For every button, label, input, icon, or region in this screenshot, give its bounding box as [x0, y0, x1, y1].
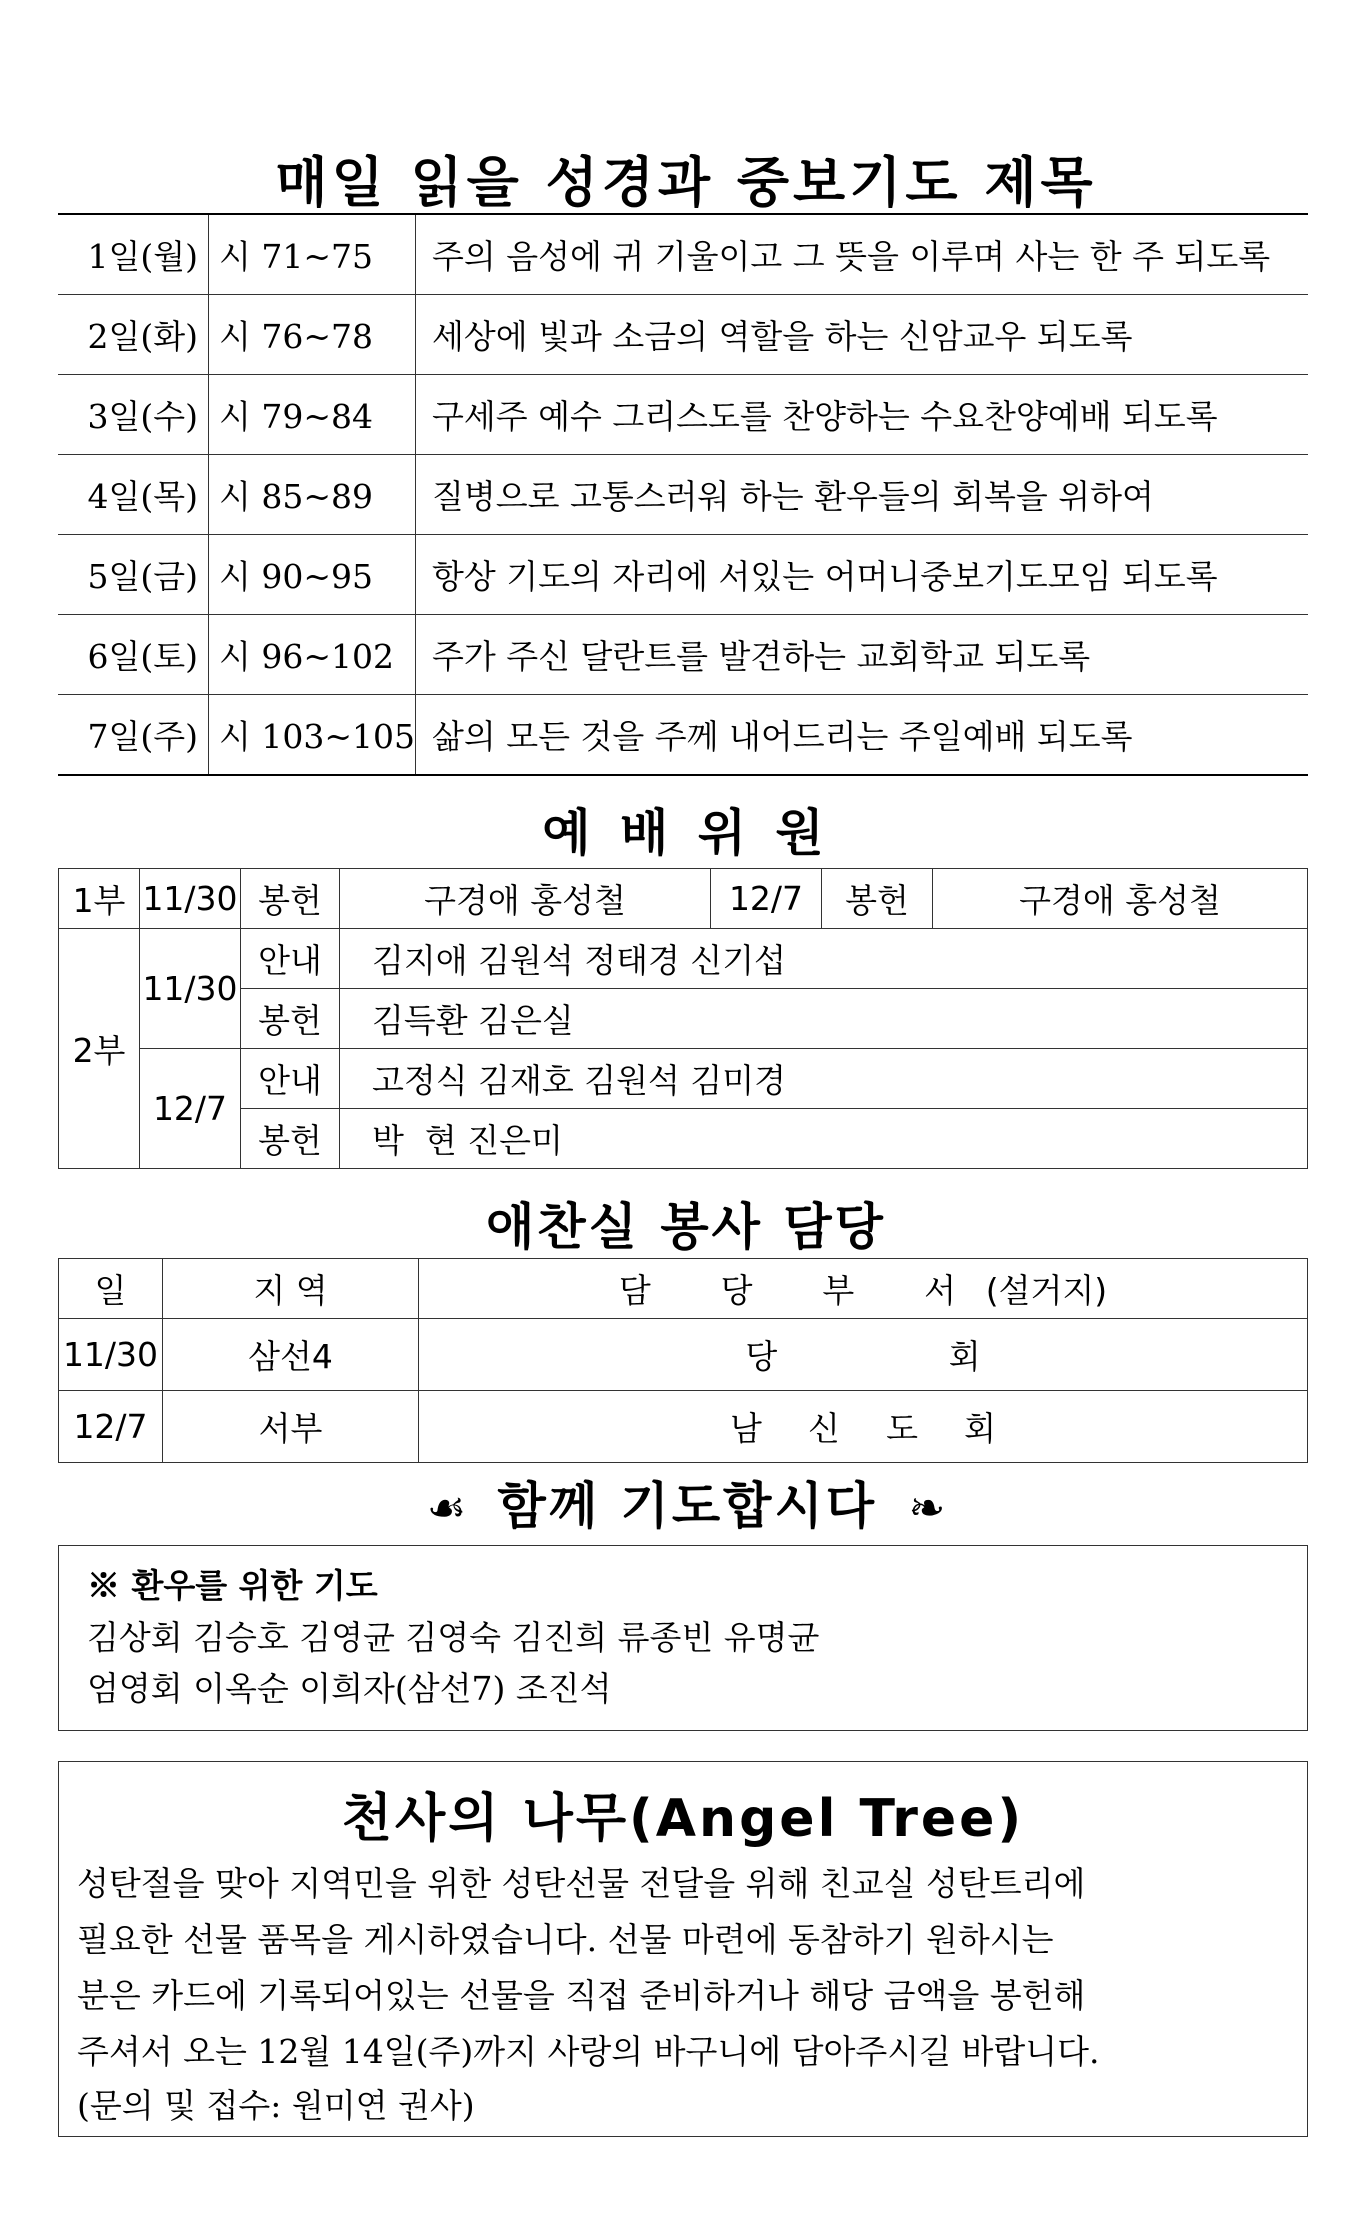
names-cell: 구경애 홍성철: [340, 869, 711, 929]
dept-cell: 남신도회: [419, 1391, 1308, 1463]
scripture-ref-cell: 시 71~75: [209, 214, 416, 295]
prayer-topic-cell: 주가 주신 달란트를 발견하는 교회학교 되도록: [416, 615, 1309, 695]
scripture-ref-cell: 시 96~102: [209, 615, 416, 695]
area-cell: 서부: [163, 1391, 419, 1463]
role-cell: 안내: [241, 1049, 340, 1109]
bible-section-title: 매일 읽을 성경과 중보기도 제목: [275, 151, 1097, 214]
day-cell: 4일(목): [58, 455, 209, 535]
day-cell: 6일(토): [58, 615, 209, 695]
header-dept-note: (설거지): [985, 1271, 1108, 1310]
bible-row: [58, 615, 1308, 695]
date-cell: 11/30: [140, 869, 241, 929]
prayer-heading: ※ 환우를 위한 기도: [87, 1566, 378, 1605]
worship-section-title: 예 배 위 원: [542, 804, 830, 862]
day-cell: 3일(수): [58, 375, 209, 455]
header-dept-label: 담 당 부 서: [618, 1271, 986, 1310]
day-cell: 2일(화): [58, 295, 209, 375]
prayer-topic-cell: 질병으로 고통스러워 하는 환우들의 회복을 위하여: [416, 455, 1309, 535]
date-cell: 12/7: [140, 1049, 241, 1169]
role-cell: 봉헌: [241, 1109, 340, 1169]
scripture-ref-cell: 시 103~105: [209, 695, 416, 776]
date-cell: 11/30: [59, 1319, 163, 1391]
names-cell: 김지애 김원석 정태경 신기섭: [340, 929, 1308, 989]
header-dept: [419, 1259, 1308, 1319]
service-2: 2부: [59, 929, 140, 1169]
prayer-box: [58, 1545, 1308, 1731]
prayer-topic-cell: 항상 기도의 자리에 서있는 어머니중보기도모임 되도록: [416, 535, 1309, 615]
prayer-topic-cell: 구세주 예수 그리스도를 찬양하는 수요찬양예배 되도록: [416, 375, 1309, 455]
names-cell: 고정식 김재호 김원석 김미경: [340, 1049, 1308, 1109]
prayer-section-header: [0, 1466, 1372, 1538]
angel-text-line: 필요한 선물 품목을 게시하였습니다. 선물 마련에 동참하기 원하시는: [77, 1920, 1054, 1959]
service-1: 1부: [59, 869, 140, 929]
bible-reading-table: [58, 213, 1308, 776]
prayer-line: 김상회 김승호 김영균 김영숙 김진희 류종빈 유명균: [87, 1618, 820, 1657]
scripture-ref-cell: 시 79~84: [209, 375, 416, 455]
ornament-left-icon: ☙: [426, 1483, 467, 1534]
scripture-ref-cell: 시 76~78: [209, 295, 416, 375]
angel-tree-box: [58, 1761, 1308, 2137]
names-cell: 김득환 김은실: [340, 989, 1308, 1049]
prayer-topic-cell: 주의 음성에 귀 기울이고 그 뜻을 이루며 사는 한 주 되도록: [416, 214, 1309, 295]
header-area: 지 역: [163, 1259, 419, 1319]
date-cell: 11/30: [140, 929, 241, 1049]
dept-cell: 당회: [419, 1319, 1308, 1391]
bible-row: [58, 455, 1308, 535]
names-cell: 구경애 홍성철: [933, 869, 1308, 929]
bible-row: [58, 214, 1308, 295]
day-cell: 7일(주): [58, 695, 209, 776]
prayer-topic-cell: 삶의 모든 것을 주께 내어드리는 주일예배 되도록: [416, 695, 1309, 776]
bible-row: [58, 295, 1308, 375]
angel-text-line: 분은 카드에 기록되어있는 선물을 직접 준비하거나 해당 금액을 봉헌해: [77, 1976, 1086, 2015]
date-cell: 12/7: [711, 869, 822, 929]
role-cell: 봉헌: [241, 989, 340, 1049]
date-cell: 12/7: [59, 1391, 163, 1463]
prayer-topic-cell: 세상에 빛과 소금의 역할을 하는 신암교우 되도록: [416, 295, 1309, 375]
bible-row: [58, 695, 1308, 776]
role-cell: 봉헌: [241, 869, 340, 929]
angel-text-line: (문의 및 접수: 원미연 권사): [77, 2086, 475, 2125]
scripture-ref-cell: 시 90~95: [209, 535, 416, 615]
ornament-right-icon: ❧: [908, 1483, 946, 1534]
scripture-ref-cell: 시 85~89: [209, 455, 416, 535]
worship-committee-table: [58, 868, 1308, 1169]
bible-row: [58, 375, 1308, 455]
role-cell: 봉헌: [822, 869, 933, 929]
fellowship-section-title: 애찬실 봉사 담당: [486, 1198, 886, 1256]
angel-tree-title: 천사의 나무(Angel Tree): [341, 1789, 1025, 1849]
header-day: 일: [59, 1259, 163, 1319]
prayer-section-title: 함께 기도합시다: [497, 1477, 878, 1535]
day-cell: 1일(월): [58, 214, 209, 295]
day-cell: 5일(금): [58, 535, 209, 615]
fellowship-table: [58, 1258, 1308, 1463]
bible-row: [58, 535, 1308, 615]
area-cell: 삼선4: [163, 1319, 419, 1391]
prayer-line: 엄영회 이옥순 이희자(삼선7) 조진석: [87, 1669, 612, 1708]
angel-text-line: 성탄절을 맞아 지역민을 위한 성탄선물 전달을 위해 친교실 성탄트리에: [77, 1864, 1086, 1903]
angel-text-line: 주셔서 오는 12월 14일(주)까지 사랑의 바구니에 담아주시길 바랍니다.: [77, 2032, 1100, 2071]
names-cell: 박 현 진은미: [340, 1109, 1308, 1169]
role-cell: 안내: [241, 929, 340, 989]
